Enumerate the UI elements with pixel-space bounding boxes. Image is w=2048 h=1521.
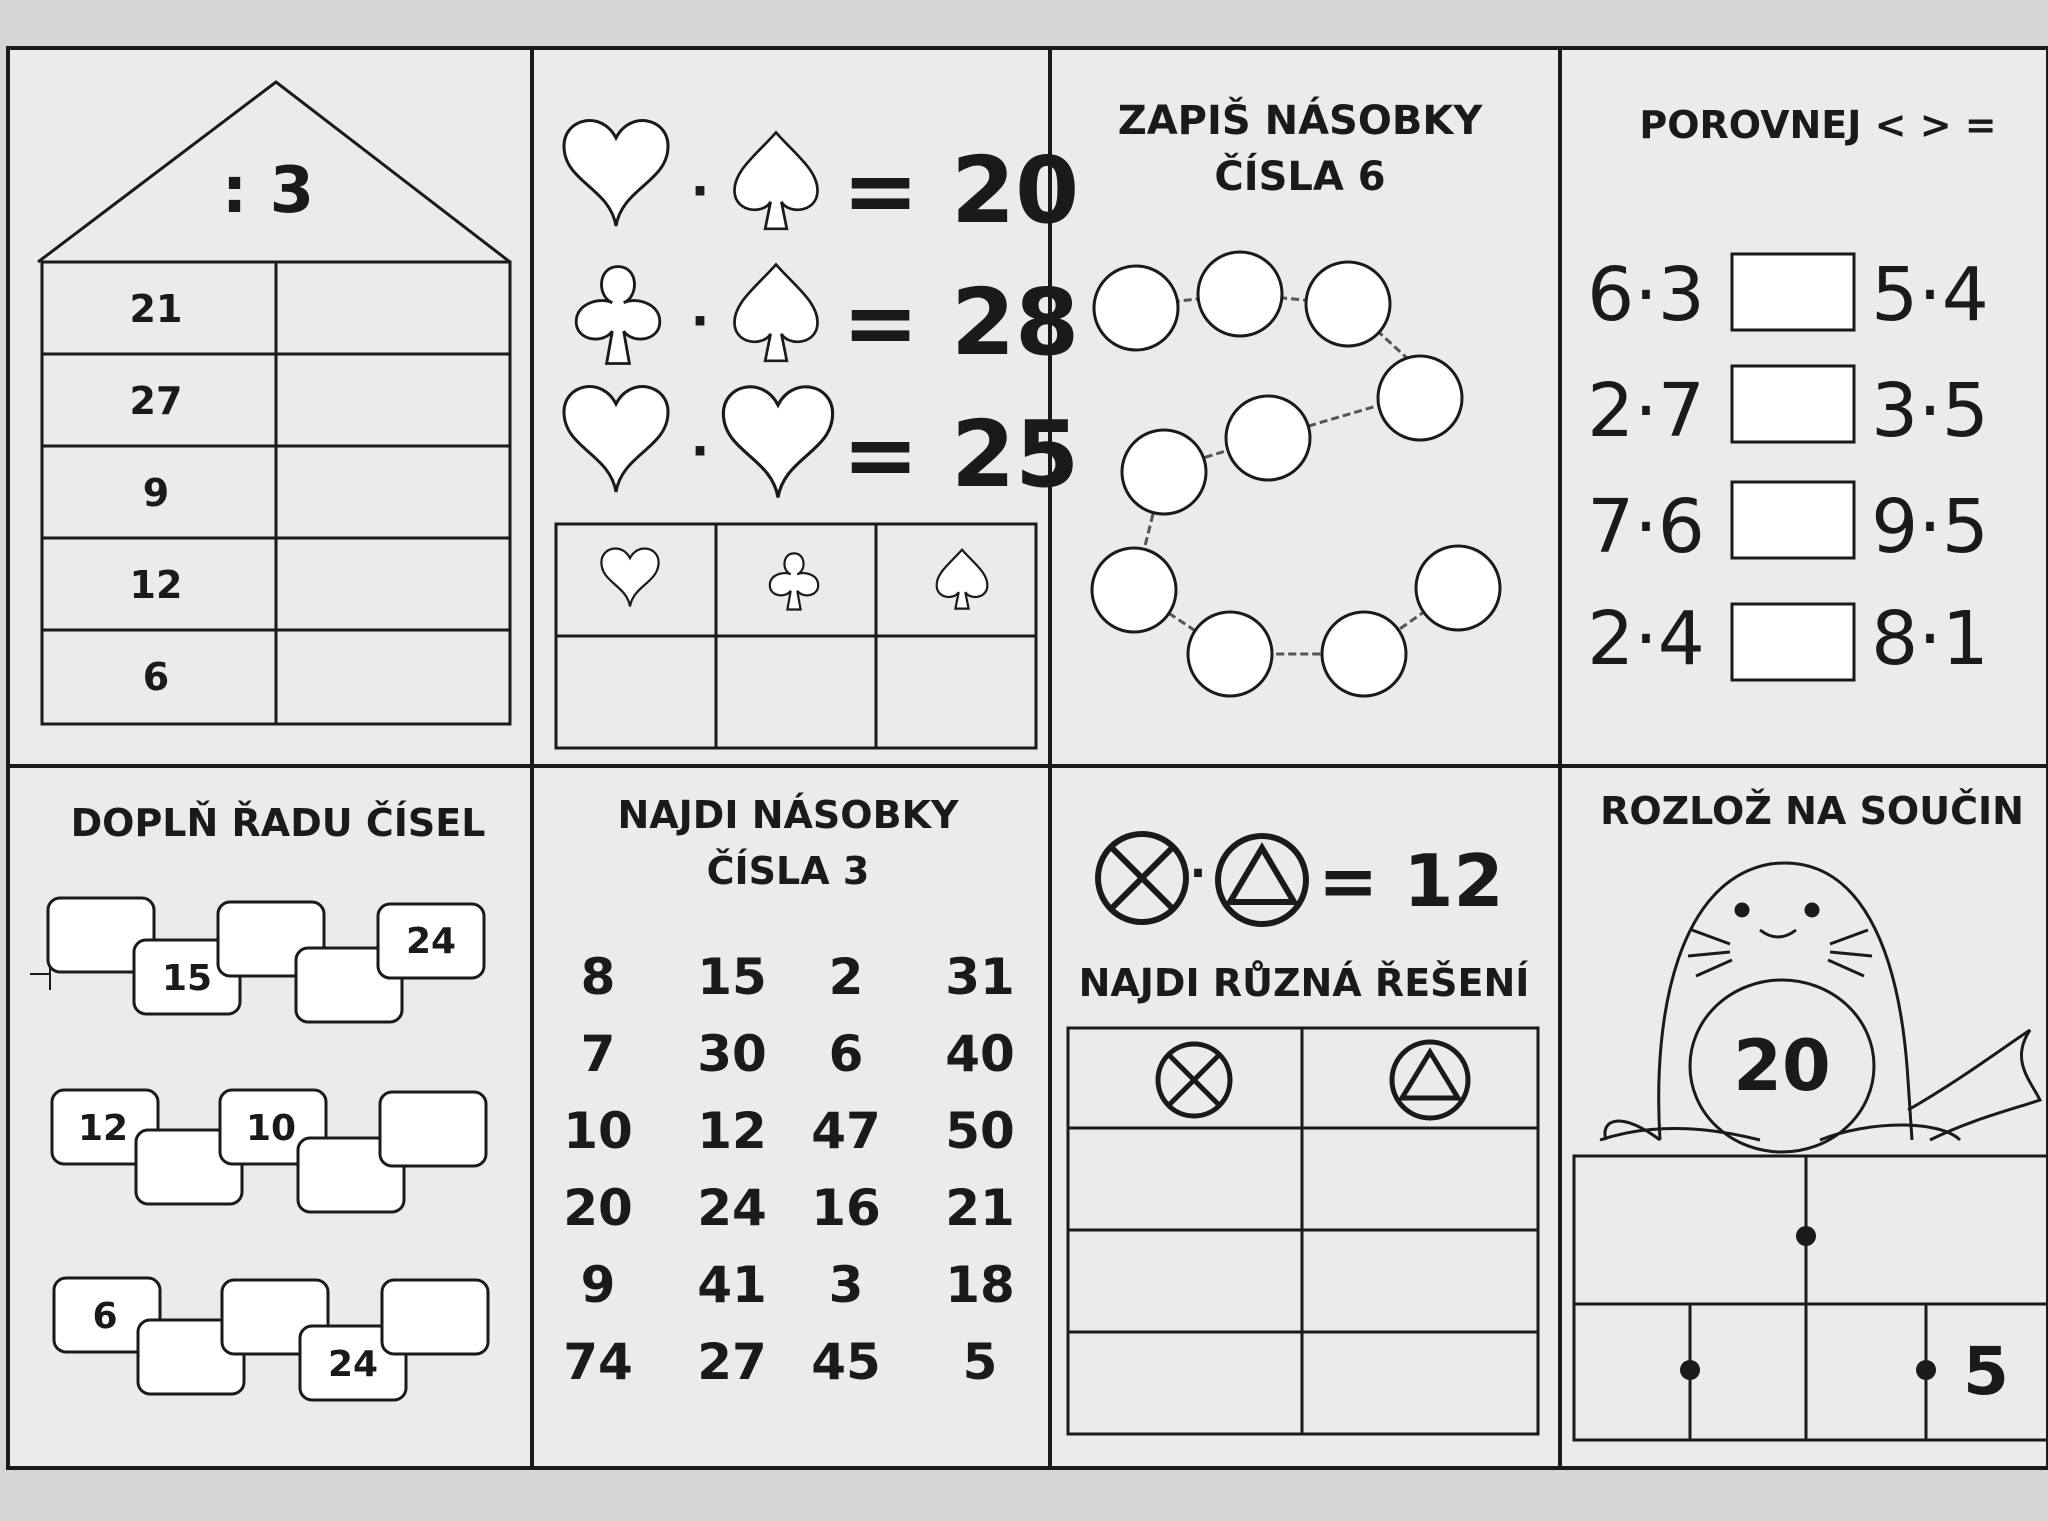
compare-left-3: 7·6 <box>1587 484 1705 570</box>
house-row-3: 9 <box>142 471 170 515</box>
solution-cell[interactable] <box>1306 1336 1534 1430</box>
grid-number[interactable]: 41 <box>697 1256 767 1314</box>
solution-cell[interactable] <box>1306 1132 1534 1226</box>
grid-number[interactable]: 16 <box>811 1179 881 1237</box>
multiples-title-1: ZAPIŠ NÁSOBKY <box>1117 98 1483 144</box>
product-given-factor: 5 <box>1963 1333 2009 1410</box>
equation-2-result: = 28 <box>842 269 1080 376</box>
dot-sign: · <box>690 422 710 480</box>
house-row-1: 21 <box>129 287 183 331</box>
multiple-circle[interactable] <box>1188 612 1272 696</box>
solution-cell[interactable] <box>1306 1234 1534 1328</box>
compare-box-4[interactable] <box>1732 604 1854 680</box>
house-answer-3[interactable] <box>280 450 506 534</box>
sequence-row1-value: 15 <box>161 958 213 999</box>
factor-cell[interactable] <box>1814 1162 2042 1298</box>
factor-cell[interactable] <box>1696 1310 1800 1434</box>
compare-right-2: 3·5 <box>1871 368 1989 454</box>
grid-number[interactable]: 27 <box>697 1333 767 1391</box>
solutions-equation: = 12 <box>1318 839 1504 923</box>
house-answer-5[interactable] <box>280 634 506 720</box>
multiples-title-2: ČÍSLA 6 <box>1214 154 1386 200</box>
compare-left-2: 2·7 <box>1587 368 1705 454</box>
grid-number[interactable]: 15 <box>697 948 767 1006</box>
grid-number[interactable]: 74 <box>563 1333 633 1391</box>
solution-cell[interactable] <box>1072 1234 1298 1328</box>
find3-title-2: ČÍSLA 3 <box>706 849 870 893</box>
compare-right-4: 8·1 <box>1871 596 1989 682</box>
house-row-2: 27 <box>129 379 183 423</box>
compare-title: POROVNEJ < > = <box>1639 103 1997 147</box>
grid-number[interactable]: 18 <box>945 1256 1015 1314</box>
grid-number[interactable]: 2 <box>828 948 864 1006</box>
multiple-circle[interactable] <box>1226 396 1310 480</box>
dot-sign: · <box>690 292 710 350</box>
spade-answer[interactable] <box>880 640 1032 744</box>
house-answer-4[interactable] <box>280 542 506 626</box>
grid-number[interactable]: 12 <box>697 1102 767 1160</box>
grid-number[interactable]: 10 <box>563 1102 633 1160</box>
compare-right-3: 9·5 <box>1871 484 1989 570</box>
compare-box-1[interactable] <box>1732 254 1854 330</box>
sequence-row3-value: 6 <box>92 1296 118 1337</box>
heart-answer[interactable] <box>560 640 712 744</box>
multiple-circle[interactable] <box>1416 546 1500 630</box>
multiple-circle[interactable] <box>1198 252 1282 336</box>
compare-left-1: 6·3 <box>1587 252 1705 338</box>
grid-number[interactable]: 50 <box>945 1102 1015 1160</box>
house-answer-2[interactable] <box>280 358 506 442</box>
grid-number[interactable]: 21 <box>945 1179 1015 1237</box>
sequence-row2-value: 10 <box>245 1108 297 1149</box>
sequence-row1-value: 24 <box>405 921 457 962</box>
factor-cell[interactable] <box>1580 1310 1684 1434</box>
compare-box-2[interactable] <box>1732 366 1854 442</box>
multiple-circle[interactable] <box>1378 356 1462 440</box>
house-row-4: 12 <box>129 563 183 607</box>
solution-cell[interactable] <box>1072 1132 1298 1226</box>
grid-number[interactable]: 31 <box>945 948 1015 1006</box>
house-answer-1[interactable] <box>280 266 506 350</box>
grid-number[interactable]: 6 <box>828 1025 864 1083</box>
grid-number[interactable]: 47 <box>811 1102 881 1160</box>
multiple-circle[interactable] <box>1122 430 1206 514</box>
sequence-row2-value: 12 <box>77 1108 129 1149</box>
grid-number[interactable]: 24 <box>697 1179 767 1237</box>
compare-left-4: 2·4 <box>1587 596 1705 682</box>
house-row-5: 6 <box>142 655 170 699</box>
sequence-title: DOPLŇ ŘADU ČÍSEL <box>70 801 486 845</box>
club-answer[interactable] <box>720 640 872 744</box>
dot-sign: · <box>690 162 710 220</box>
grid-number[interactable]: 8 <box>580 948 616 1006</box>
dot-sign: · <box>1189 848 1207 899</box>
solution-cell[interactable] <box>1072 1336 1298 1430</box>
multiple-circle[interactable] <box>1092 548 1176 632</box>
sequence-row3-value: 24 <box>327 1344 379 1385</box>
grid-number[interactable]: 9 <box>580 1256 616 1314</box>
factor-cell[interactable] <box>1580 1162 1798 1298</box>
multiple-circle[interactable] <box>1322 612 1406 696</box>
equation-3-result: = 25 <box>842 401 1080 508</box>
solutions-title: NAJDI RŮZNÁ ŘEŠENÍ <box>1078 961 1530 1005</box>
factor-cell[interactable] <box>1812 1310 1920 1434</box>
grid-number[interactable]: 5 <box>962 1333 998 1391</box>
product-title: ROZLOŽ NA SOUČIN <box>1600 789 2024 833</box>
compare-right-1: 5·4 <box>1871 252 1989 338</box>
grid-number[interactable]: 40 <box>945 1025 1015 1083</box>
find3-title-1: NAJDI NÁSOBKY <box>617 793 959 837</box>
grid-number[interactable]: 20 <box>563 1179 633 1237</box>
multiple-circle[interactable] <box>1094 266 1178 350</box>
equation-1-result: = 20 <box>842 137 1080 244</box>
grid-number[interactable]: 3 <box>828 1256 864 1314</box>
compare-box-3[interactable] <box>1732 482 1854 558</box>
grid-number[interactable]: 45 <box>811 1333 881 1391</box>
multiple-circle[interactable] <box>1306 262 1390 346</box>
product-number: 20 <box>1733 1025 1831 1107</box>
grid-number[interactable]: 30 <box>697 1025 767 1083</box>
house-operator: : 3 <box>221 154 315 228</box>
sequence-box[interactable] <box>382 1280 488 1354</box>
dot-sign <box>1796 1226 1816 1246</box>
sequence-box[interactable] <box>380 1092 486 1166</box>
grid-number[interactable]: 7 <box>580 1025 616 1083</box>
